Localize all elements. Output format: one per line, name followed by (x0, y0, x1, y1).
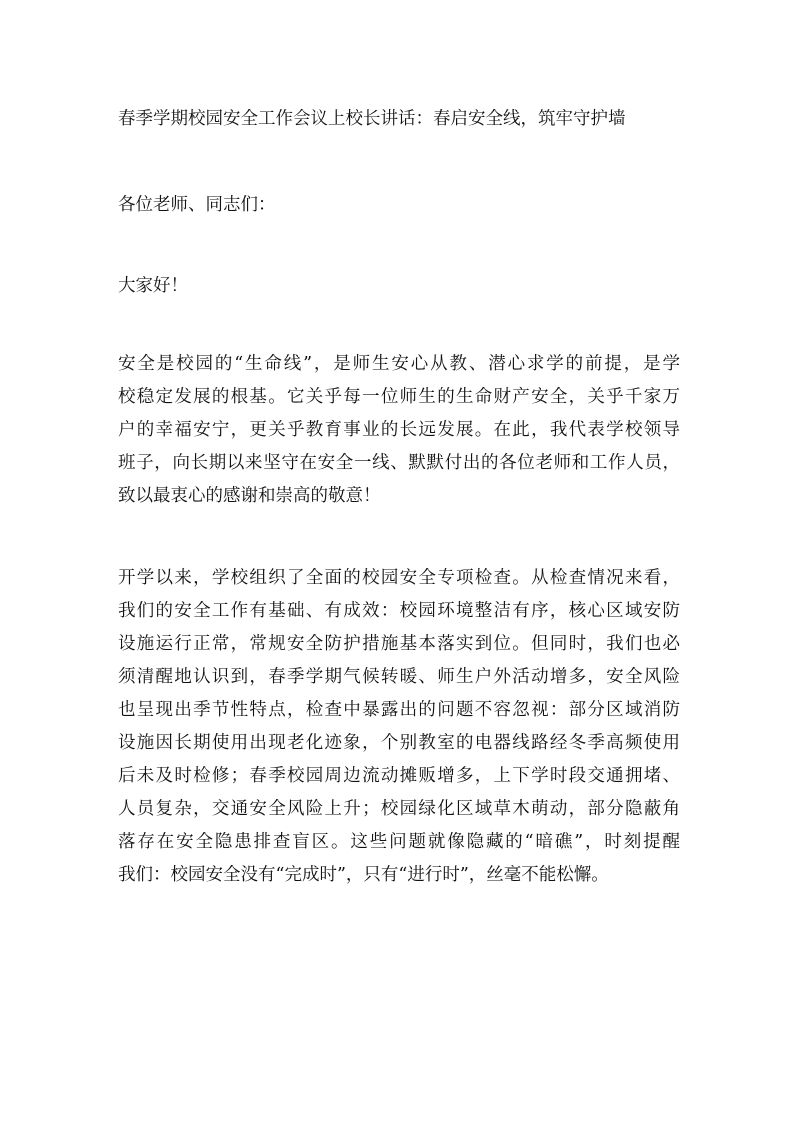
greeting: 大家好！ (118, 276, 188, 296)
paragraph-line: 校稳定发展的根基。它关乎每一位师生的生命财产安全，关乎千家万 (118, 387, 680, 407)
paragraph-line: 班子，向长期以来坚守在安全一线、默默付出的各位老师和工作人员， (118, 453, 680, 473)
paragraph-line: 我们的安全工作有基础、有成效：校园环境整洁有序，核心区域安防 (118, 601, 680, 621)
paragraph-line: 致以最衷心的感谢和崇高的敬意！ (118, 486, 381, 506)
paragraph-line: 后未及时检修；春季校园周边流动摊贩增多，上下学时段交通拥堵、 (118, 766, 680, 786)
paragraph-line: 也呈现出季节性特点，检查中暴露出的问题不容忽视：部分区域消防 (118, 700, 680, 720)
paragraph-line: 开学以来，学校组织了全面的校园安全专项检查。从检查情况来看， (118, 568, 680, 588)
paragraph-line: 须清醒地认识到，春季学期气候转暖、师生户外活动增多，安全风险 (118, 667, 680, 687)
paragraph-line: 设施运行正常，常规安全防护措施基本落实到位。但同时，我们也必 (118, 634, 680, 654)
paragraph-line: 人员复杂，交通安全风险上升；校园绿化区域草木萌动，部分隐蔽角 (118, 799, 680, 819)
paragraph-line: 安全是校园的“生命线”，是师生安心从教、潜心求学的前提，是学 (118, 354, 680, 374)
paragraph-line: 设施因长期使用出现老化迹象，个别教室的电器线路经冬季高频使用 (118, 733, 680, 753)
paragraph-line: 我们：校园安全没有“完成时”，只有“进行时”，丝毫不能松懈。 (118, 865, 609, 885)
document-title: 春季学期校园安全工作会议上校长讲话：春启安全线，筑牢守护墙 (118, 109, 626, 129)
paragraph-line: 落存在安全隐患排查盲区。这些问题就像隐藏的“暗礁”，时刻提醒 (118, 832, 680, 852)
paragraph-line: 户的幸福安宁，更关乎教育事业的长远发展。在此，我代表学校领导 (118, 420, 680, 440)
salutation: 各位老师、同志们： (118, 195, 276, 215)
